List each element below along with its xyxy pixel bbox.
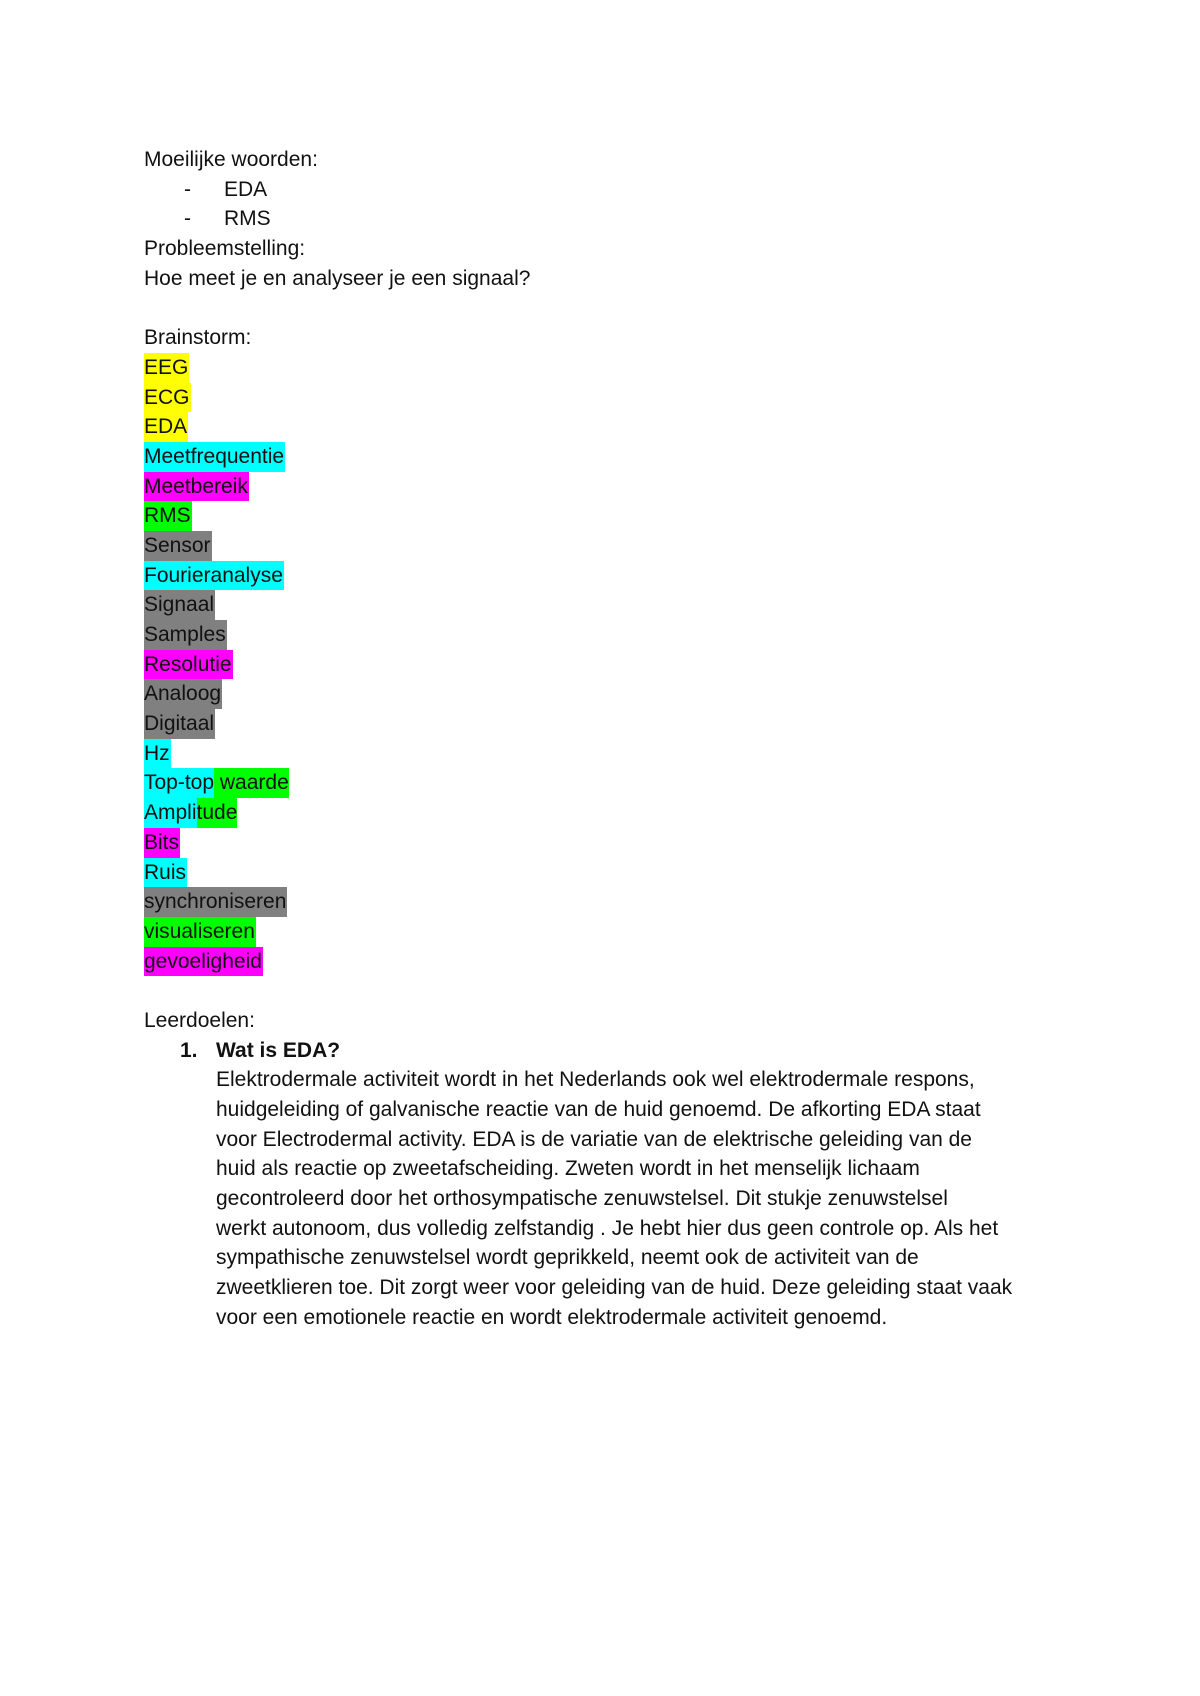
brainstorm-item [144,798,1064,828]
highlighted-word: gevoeligheid [144,947,263,977]
leerdoel-paragraph [216,1065,1064,1332]
brainstorm-item [144,501,1064,531]
paragraph-line: zweetklieren toe. Dit zorgt weer voor geleiding van de huid. Deze geleiding staat vaak [216,1276,1013,1300]
brainstorm-item [144,709,1064,739]
leerdoel-item [144,1036,1064,1333]
highlighted-word: Ruis [144,858,187,888]
brainstorm-item [144,650,1064,680]
brainstorm-item [144,828,1064,858]
highlighted-word: Hz [144,739,171,769]
highlighted-word: Meetfrequentie [144,442,285,472]
brainstorm-item [144,768,1064,798]
paragraph-line: gecontroleerd door het orthosympatische zenuwstelsel. Dit stukje zenuwstelsel [216,1187,948,1211]
probleemstelling-question: Hoe meet je en analyseer je een signaal? [144,266,531,290]
brainstorm-item [144,383,1064,413]
highlighted-word: Signaal [144,590,215,620]
highlighted-word: Samples [144,620,227,650]
highlighted-word-part: Ampli [144,798,197,828]
highlighted-word: Analoog [144,679,222,709]
highlighted-word: EDA [144,412,188,442]
highlighted-word-part: tude [197,798,238,828]
list-item-text: RMS [224,207,271,231]
paragraph-line: huid als reactie op zweetafscheiding. Zweten wordt in het menselijk lichaam [216,1157,920,1181]
paragraph-line: voor Electrodermal activity. EDA is de variatie van de elektrische geleiding van de [216,1127,972,1151]
brainstorm-item [144,531,1064,561]
highlighted-word: RMS [144,501,192,531]
paragraph-line: sympathische zenuwstelsel wordt geprikkeld, neemt ook de activiteit van de [216,1246,919,1270]
bullet-dash: - [184,207,191,231]
highlighted-word: Bits [144,828,180,858]
leerdoelen-heading: Leerdoelen: [144,1008,255,1032]
blank-line [144,976,1064,1006]
highlighted-word: visualiseren [144,917,256,947]
brainstorm-item [144,679,1064,709]
highlighted-word: Fourieranalyse [144,561,284,591]
list-item [144,175,1064,205]
bullet-dash: - [184,177,191,201]
brainstorm-item [144,917,1064,947]
highlighted-word-part: waarde [214,768,289,798]
probleemstelling-heading: Probleemstelling: [144,237,306,261]
brainstorm-item [144,590,1064,620]
highlighted-word: Sensor [144,531,212,561]
brainstorm-item [144,353,1064,383]
brainstorm-item [144,739,1064,769]
brainstorm-list [144,353,1064,976]
highlighted-word: EEG [144,353,189,383]
list-item [144,204,1064,234]
brainstorm-item [144,620,1064,650]
highlighted-word: ECG [144,383,191,413]
leerdoel-title: Wat is EDA? [216,1038,341,1062]
brainstorm-item [144,472,1064,502]
highlighted-word: Digitaal [144,709,215,739]
brainstorm-item [144,412,1064,442]
leerdoel-number: 1. [180,1038,198,1062]
brainstorm-item [144,561,1064,591]
brainstorm-item [144,858,1064,888]
highlighted-word-part: Top-top [144,768,214,798]
brainstorm-item [144,887,1064,917]
moeilijke-woorden-heading: Moeilijke woorden: [144,148,318,171]
highlighted-word: Resolutie [144,650,233,680]
paragraph-line: werkt autonoom, dus volledig zelfstandig . Je hebt hier dus geen controle op. Als het [216,1216,999,1240]
highlighted-word: synchroniseren [144,887,287,917]
paragraph-line: Elektrodermale activiteit wordt in het Nederlands ook wel elektrodermale respons, [216,1068,975,1092]
list-item-text: EDA [224,177,268,201]
document-content [144,145,1064,1333]
highlighted-word: Meetbereik [144,472,249,502]
brainstorm-heading: Brainstorm: [144,326,252,350]
paragraph-line: voor een emotionele reactie en wordt elektrodermale activiteit genoemd. [216,1305,888,1329]
leerdoel-body [216,1036,1064,1333]
brainstorm-item [144,442,1064,472]
paragraph-line: huidgeleiding of galvanische reactie van de huid genoemd. De afkorting EDA staat [216,1098,981,1121]
blank-line [144,293,1064,323]
brainstorm-item [144,947,1064,977]
